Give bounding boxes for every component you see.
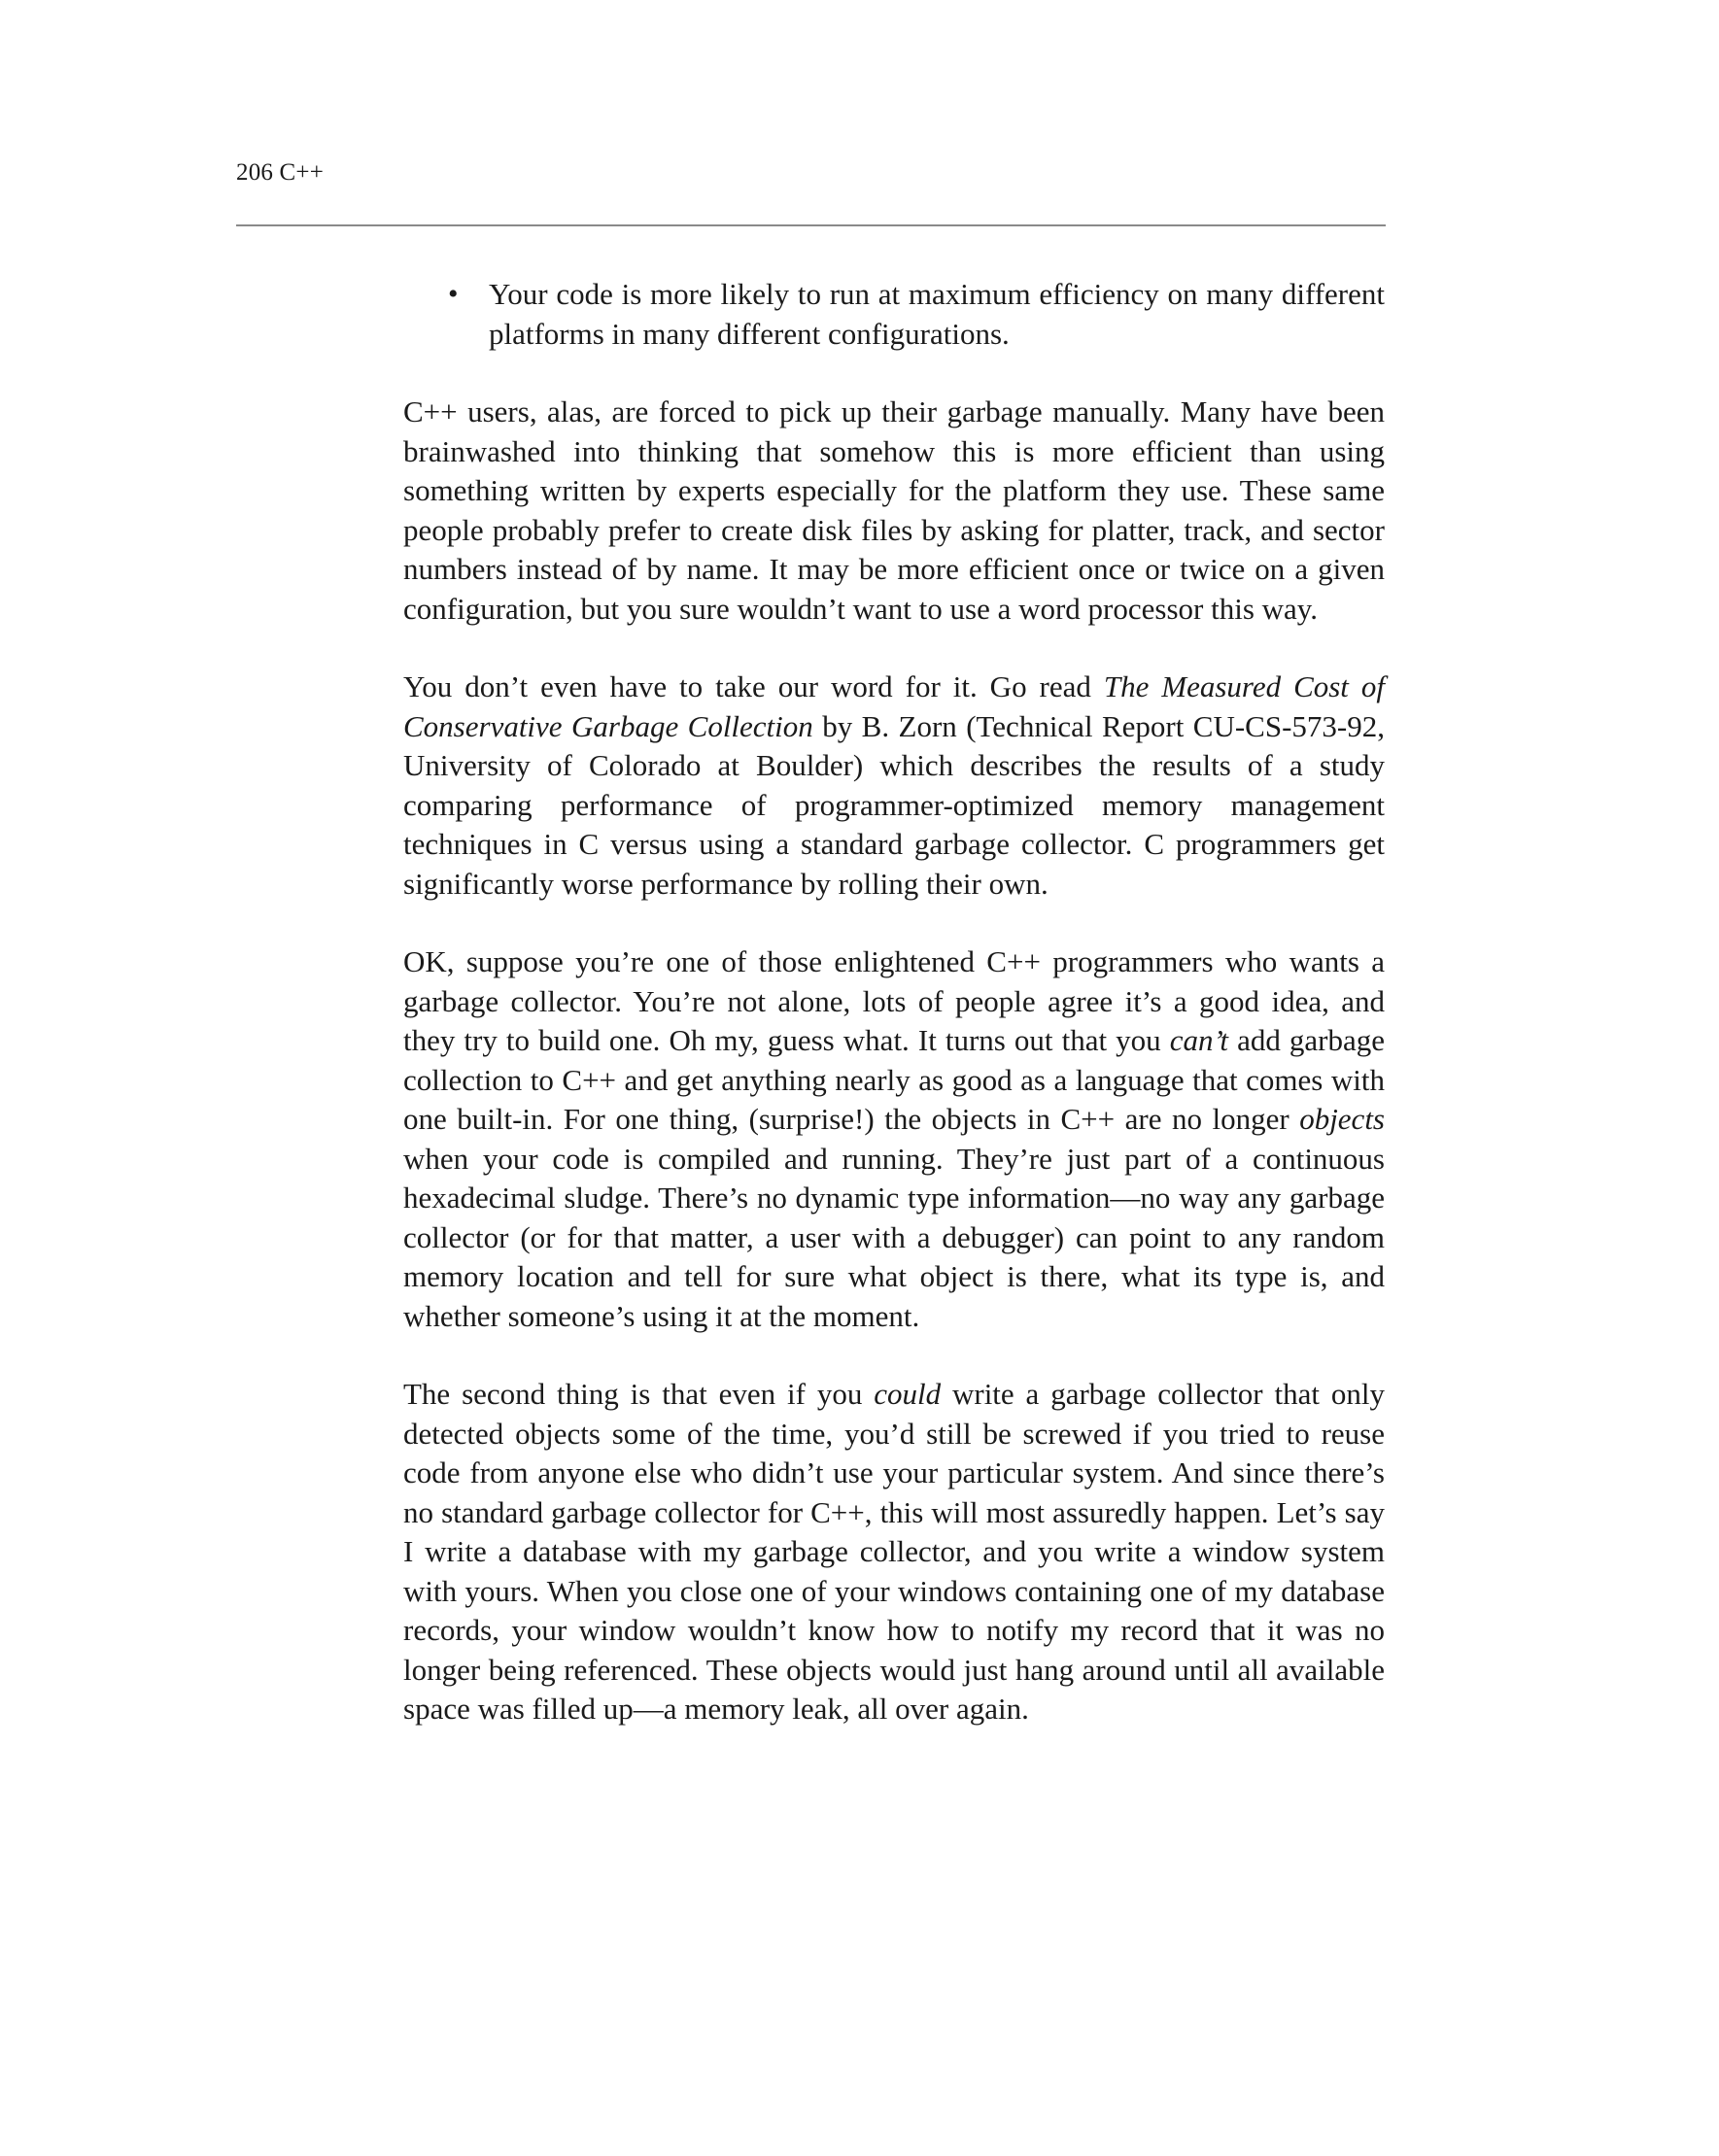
bullet-icon: • — [448, 278, 459, 310]
paper-title: The Measured Cost of Conservative Garbage Collection — [403, 669, 1385, 743]
paragraph-4-text-a: The second thing is that even if you — [403, 1377, 875, 1411]
emphasis-could: could — [874, 1377, 942, 1411]
emphasis-objects: objects — [1299, 1102, 1385, 1136]
paragraph-4-text-b: write a garbage collector that only detected objects some of the time, you’d still be screwed if you tried to reuse code from anyone else who didn’t use your particular system. And since there’s no standard garbage collector for C++, this will most assuredly happen. Let’s say I write a database with my garbage collector, and you write a window system with yours. When you close one of your windows containing one of my database records, your window wouldn’t know how to notify my record that it was no longer being referenced. These objects would just hang around until all available space was filled up—a memory leak, all over again. — [403, 1377, 1386, 1726]
body-text — [403, 275, 1385, 1729]
bullet-text: Your code is more likely to run at maximum efficiency on many different platforms in many different configurations. — [489, 277, 1385, 351]
header-rule — [236, 224, 1386, 226]
running-head: 206 C++ — [236, 159, 325, 186]
paragraph-3-text-a: OK, suppose you’re one of those enlightened C++ programmers who wants a garbage collector. You’re not alone, lots of people agree it’s a good idea, and they try to build one. Oh my, guess what. It turns out that you — [403, 944, 1385, 1057]
paragraph-2-text-a: You don’t even have to take our word for it. Go read — [403, 669, 1104, 703]
emphasis-cant: can’t — [1169, 1023, 1228, 1057]
bullet-item — [448, 275, 1385, 354]
paragraph-2 — [403, 667, 1385, 904]
paragraph-1-text: C++ users, alas, are forced to pick up their garbage manually. Many have been brainwashed into thinking that somehow this is more efficient than using something written by experts especially for the platform they use. These same people probably prefer to create disk files by asking for platter, track, and sector numbers instead of by name. It may be more efficient once or twice on a given configuration, but you sure wouldn’t want to use a word processor this way. — [403, 394, 1385, 626]
paragraph-1 — [403, 393, 1385, 629]
paragraph-3-text-b: add garbage collection to C++ and get anything nearly as good as a language that comes with one built-in. For one thing, (surprise!) the objects in C++ are no longer — [403, 1023, 1385, 1136]
paragraph-2-text-b: by B. Zorn (Technical Report CU-CS-573-92, University of Colorado at Boulder) which describes the results of a study comparing performance of programmer-optimized memory management techniques in C versus using a standard garbage collector. C programmers get significantly worse performance by rolling their own. — [403, 708, 1385, 901]
paragraph-3-text-c: when your code is compiled and running. They’re just part of a continuous hexadecimal sludge. There’s no dynamic type information—no way any garbage collector (or for that matter, a user with a debugger) can point to any random memory location and tell for sure what object is there, what its type is, and whether someone’s using it at the moment. — [403, 1141, 1385, 1333]
paragraph-4 — [403, 1375, 1385, 1729]
paragraph-3 — [403, 942, 1385, 1336]
